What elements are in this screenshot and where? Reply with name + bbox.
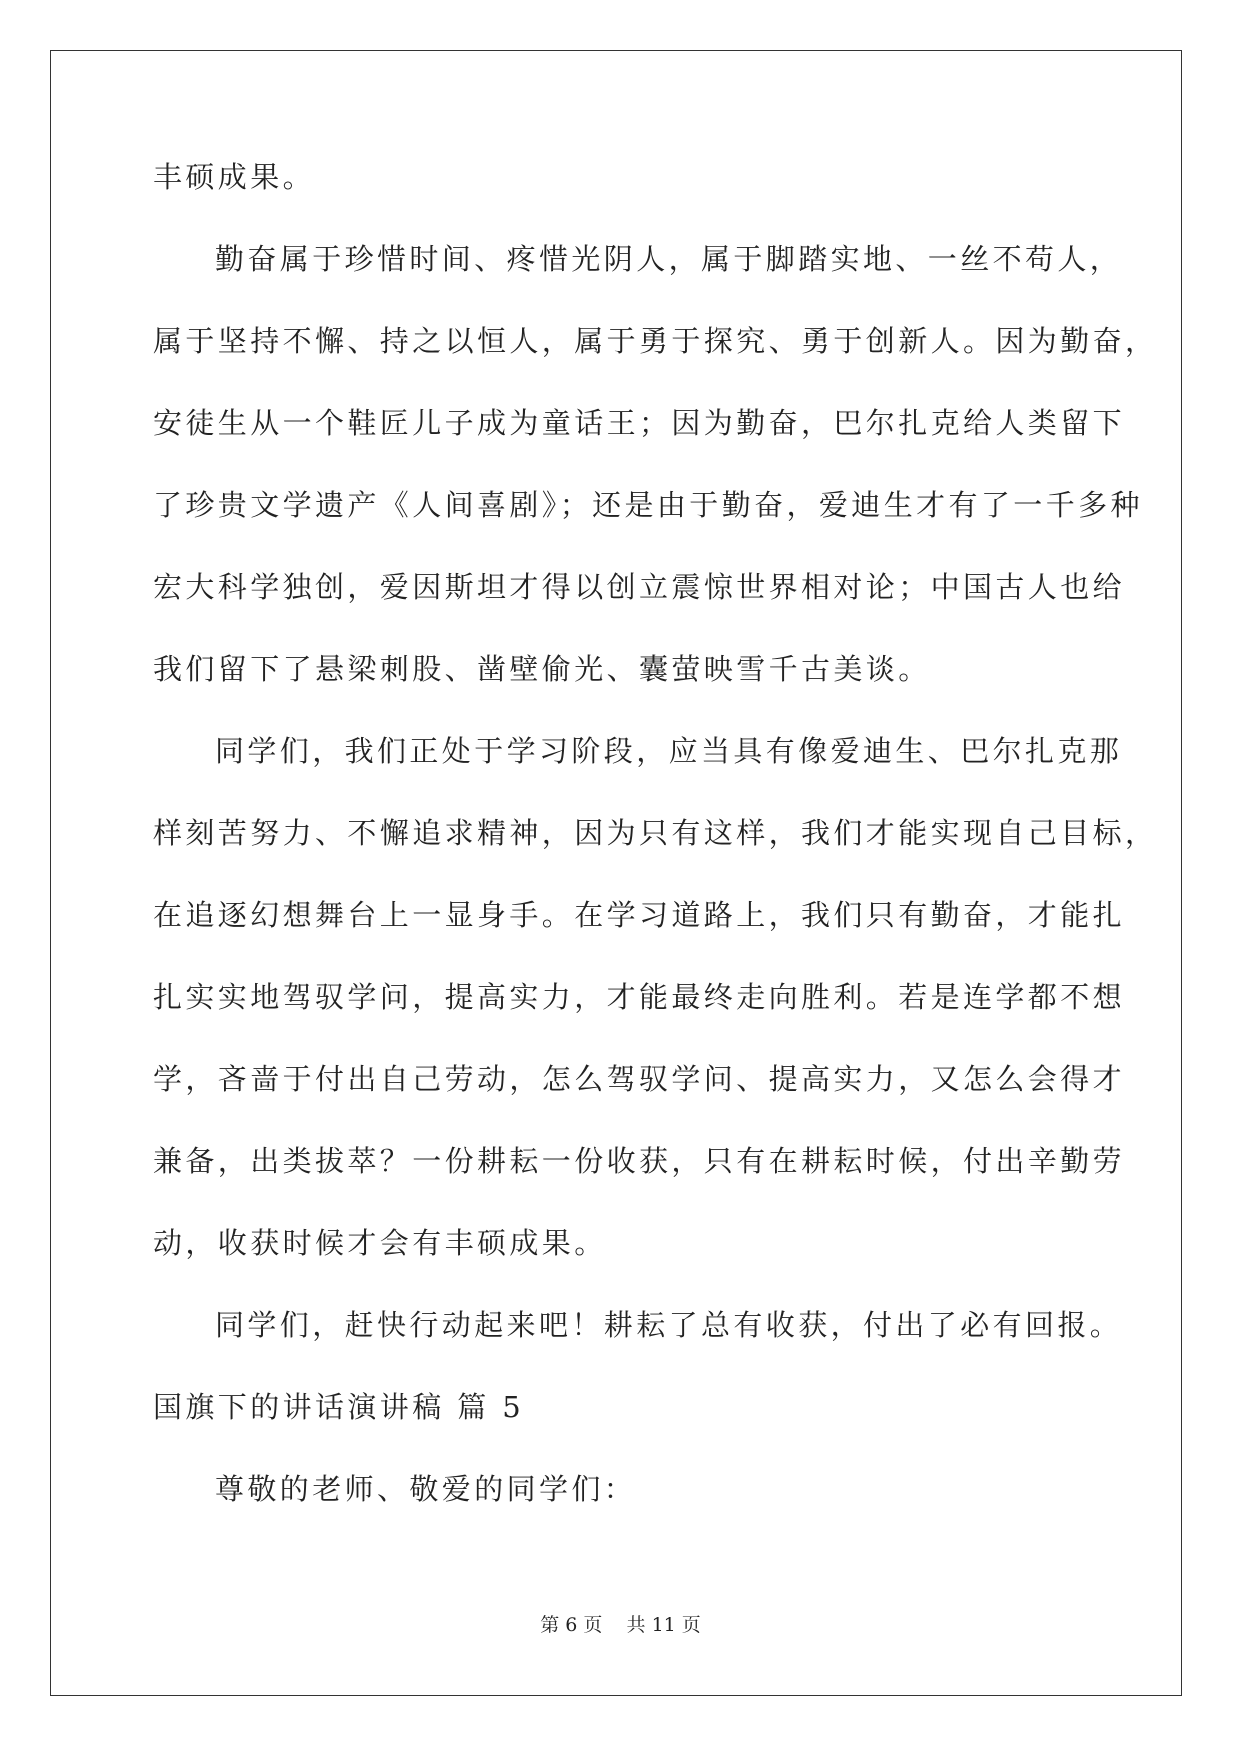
text-line: 宏大科学独创，爱因斯坦才得以创立震惊世界相对论；中国古人也给 xyxy=(153,570,1126,604)
text-line: 了珍贵文学遗产《人间喜剧》；还是由于勤奋，爱迪生才有了一千多种 xyxy=(153,488,1143,522)
text-line: 在追逐幻想舞台上一显身手。在学习道路上，我们只有勤奋，才能扎 xyxy=(153,898,1126,932)
text-line: 同学们，赶快行动起来吧！耕耘了总有收获，付出了必有回报。 xyxy=(215,1308,1123,1342)
section-heading: 国旗下的讲话演讲稿 篇 5 xyxy=(153,1390,525,1424)
text-line: 样刻苦努力、不懈追求精神，因为只有这样，我们才能实现自己目标， xyxy=(153,816,1158,850)
text-line: 属于坚持不懈、持之以恒人，属于勇于探究、勇于创新人。因为勤奋， xyxy=(153,324,1158,358)
text-line: 安徒生从一个鞋匠儿子成为童话王；因为勤奋，巴尔扎克给人类留下 xyxy=(153,406,1126,440)
salutation: 尊敬的老师、敬爱的同学们： xyxy=(215,1472,637,1506)
document-body xyxy=(153,160,1158,1556)
text-line: 学，吝啬于付出自己劳动，怎么驾驭学问、提高实力，又怎么会得才 xyxy=(153,1062,1126,1096)
text-line: 动，收获时候才会有丰硕成果。 xyxy=(153,1226,607,1260)
page-number: 第 6 页 共 11 页 xyxy=(540,1614,701,1636)
text-line: 兼备，出类拔萃？一份耕耘一份收获，只有在耕耘时候，付出辛勤劳 xyxy=(153,1144,1126,1178)
text-line: 同学们，我们正处于学习阶段，应当具有像爱迪生、巴尔扎克那 xyxy=(215,734,1123,768)
text-line: 勤奋属于珍惜时间、疼惜光阴人，属于脚踏实地、一丝不苟人， xyxy=(215,242,1123,276)
text-line: 扎实实地驾驭学问，提高实力，才能最终走向胜利。若是连学都不想 xyxy=(153,980,1126,1014)
text-line: 丰硕成果。 xyxy=(153,160,316,194)
text-line: 我们留下了悬梁刺股、凿壁偷光、囊萤映雪千古美谈。 xyxy=(153,652,931,686)
